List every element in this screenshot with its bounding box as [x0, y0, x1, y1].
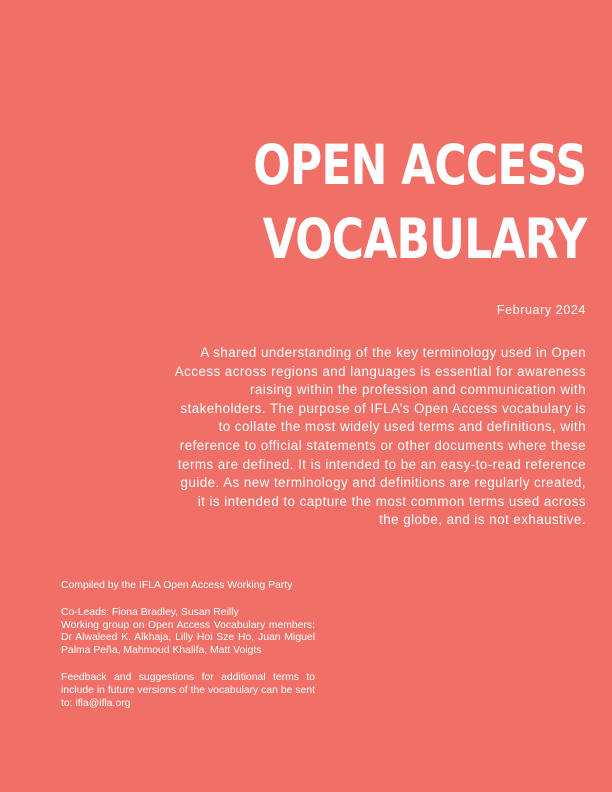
co-leads-text: Co-Leads: Fiona Bradley, Susan Reilly	[61, 606, 239, 618]
compiled-by-text: Compiled by the IFLA Open Access Working Party	[61, 580, 293, 591]
intro-paragraph: A shared understanding of the key terminology used in Open Access across regions and languages is essential for awareness raising within the profession and communication with stakeholders. The purpose of IFLA’s Open Access vocabulary is to collate the most widely used terms and definitions, with reference to official statements or other documents where these terms are defined. It is intended to be an easy-to-read reference guide. As new terminology and definitions are regularly created, it is intended to capture the most common terms used across the globe, and is not exhaustive.	[174, 345, 586, 528]
working-group-members-text: Working group on Open Access Vocabulary members: Dr Alwaleed K. Alkhaja, Lilly Hoi Sze Ho, Juan Miguel Palma Peña, Mahmoud Khalifa, Matt Voigts	[61, 619, 315, 657]
publication-date: February 2024	[496, 303, 586, 317]
title-line-1: OPEN ACCESS	[252, 133, 586, 197]
page-title	[253, 128, 586, 276]
title-line-2: VOCABULARY	[262, 207, 586, 271]
feedback-text: Feedback and suggestions for additional terms to include in future versions of the vocabulary can be sent to: ifla@ifla.org	[61, 671, 315, 709]
credits-block	[61, 580, 315, 710]
